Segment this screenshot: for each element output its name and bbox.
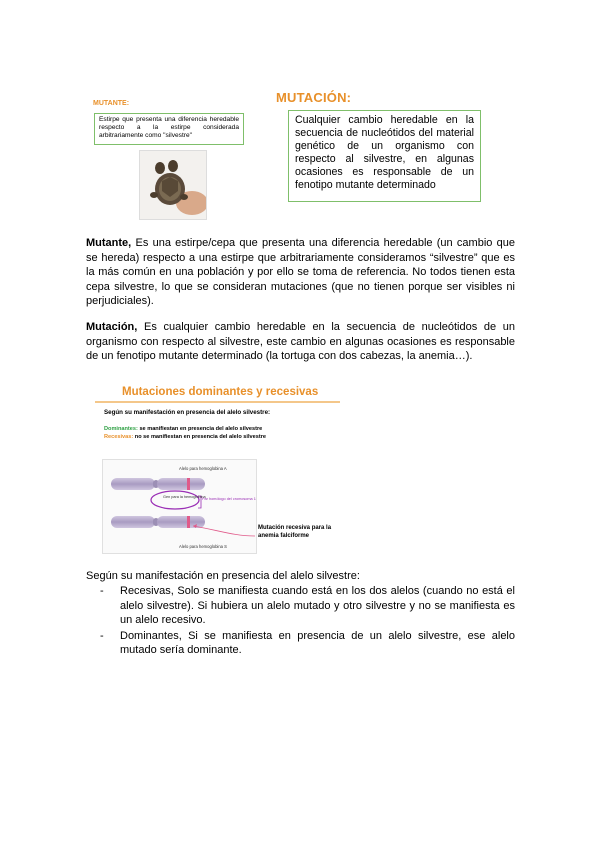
label-allele-a: Alelo para hemoglobina A [179, 466, 227, 471]
list-intro: Según su manifestación en presencia del alelo silvestre: [86, 570, 360, 582]
chromosome-diagram [102, 459, 257, 554]
mutacion-definition-box [288, 110, 481, 202]
two-headed-turtle-photo [139, 150, 207, 220]
mutante-definition-text: Estirpe que presenta una diferencia heredable respecto a la estirpe considerada arbitrariamente como "silvestre" [99, 116, 239, 139]
figure-recesivas-line [104, 434, 266, 440]
mutante-figure-label: MUTANTE: [93, 100, 130, 107]
figure-dominantes-text: se manifiestan en presencia del alelo silvestre [137, 426, 263, 432]
list-dash: - [100, 585, 104, 597]
chromosome-a [111, 478, 205, 490]
figure-recesivas-term: Recesivas: [104, 434, 134, 440]
mutante-paragraph [86, 236, 515, 309]
mutation-type-list [100, 584, 515, 659]
figure-subtitle: Según su manifestación en presencia del alelo silvestre: [104, 409, 271, 416]
mutante-definition-box [94, 113, 244, 145]
label-gene: Gen para la hemoglobina [163, 495, 206, 499]
list-item-recesivas [100, 584, 515, 628]
mutacion-paragraph-text: Es cualquier cambio heredable en la secuencia de nucleótidos de un organismo con respecto al silvestre, este cambio en algunas ocasiones es responsable de un fenotipo mutante determinado (la tortuga con dos cabezas, la anemia…). [86, 321, 515, 362]
chromosome-pair-svg [103, 460, 256, 553]
mutation-arrow [193, 526, 255, 536]
mutacion-term: Mutación, [86, 321, 138, 333]
list-item-text: Dominantes, Si se manifiesta en presencia de un alelo silvestre, ese alelo mutado sería dominante. [120, 629, 515, 656]
turtle-illustration-icon [140, 151, 206, 219]
mutante-paragraph-text: Es una estirpe/cepa que presenta una diferencia heredable (un cambio que se hereda) respecto a una estirpe que arbitrariamente consideramos “silvestre” que es la más común en una población y por ello se toma de referencia. No todos tienen esta cepa silvestre, lo que se consideran mutaciones (que no tienen porque ser visibles ni perjudiciales). [86, 237, 515, 307]
dominant-recessive-figure-title: Mutaciones dominantes y recesivas [122, 386, 319, 398]
figure-recesivas-text: no se manifiestan en presencia del alelo silvestre [133, 434, 266, 440]
label-mutation: Mutación recesiva para la anemia falciforme [258, 525, 332, 539]
label-allele-s: Alelo para hemoglobina S [179, 544, 227, 549]
mutacion-figure-title: MUTACIÓN: [276, 90, 352, 105]
figure-dominantes-term: Dominantes: [104, 426, 138, 432]
mutacion-definition-text: Cualquier cambio heredable en la secuencia de nucleótidos del material genético de un organismo con respecto al silvestre, en algunas ocasiones es responsable de un fenotipo mutante determinado [295, 114, 474, 191]
label-pair: Par homólogo del cromosoma 11 [202, 497, 256, 501]
chromosome-s [111, 516, 205, 528]
figure-dominantes-line [104, 426, 262, 432]
list-item-dominantes [100, 629, 515, 658]
mutacion-paragraph [86, 320, 515, 364]
mutante-term: Mutante, [86, 237, 132, 249]
list-item-text: Recesivas, Solo se manifiesta cuando está en los dos alelos (cuando no está el alelo silvestre). Si hubiera un alelo mutado y otro silvestre y no se manifiesta es un alelo recesivo. [120, 585, 515, 626]
gene-highlight-ellipse [151, 491, 199, 509]
figure-title-underline [95, 401, 340, 403]
list-dash: - [100, 629, 104, 642]
